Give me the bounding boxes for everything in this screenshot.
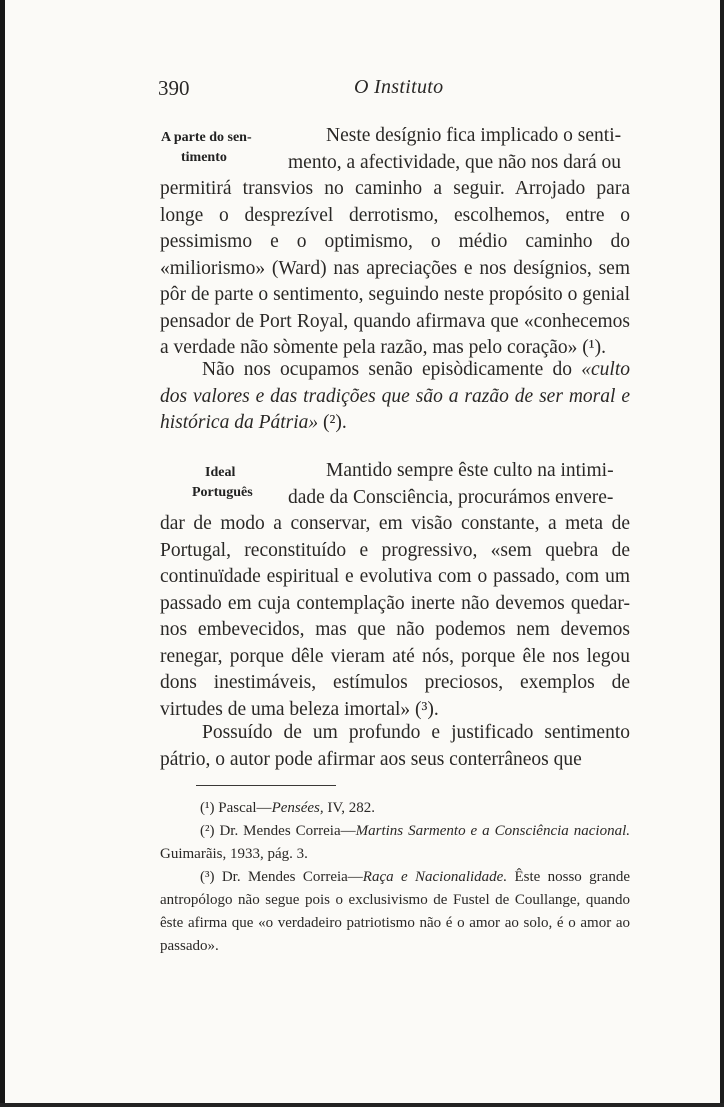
scan-border-bottom (0, 1103, 724, 1107)
footnote-2 (160, 820, 630, 866)
page-header (0, 76, 724, 106)
margin-note-line: Português (192, 485, 253, 500)
paragraph-text: Não nos ocupamos senão episòdicamente do (202, 359, 582, 380)
paragraph-text: dar de modo a conservar, em visão constante, a meta de Portugal, reconstituído e progressivo, «sem quebra de continuïdade espiritual e evolutiva com o passado, com um passado em cuja contemplação inerte não devemos quedar-nos embevecidos, mas que não podemos nem devemos renegar, porque dêle vieram até nós, porque êle nos legou dons inestimáveis, estímulos preciosos, exemplos de virtudes de uma beleza imortal» (³). (160, 513, 630, 720)
footnote-text: IV, 282. (323, 800, 376, 816)
footnote-3 (160, 866, 630, 958)
footnotes (160, 797, 630, 958)
paragraph-possuido (160, 720, 630, 773)
quoted-phrase: «culto dos valores e das tradições que são a razão de ser moral e histórica da Pátria» (160, 359, 630, 433)
paragraph-text: Possuído de um profundo e justificado sentimento pátrio, o autor pode afirmar aos seus conterrâneos que (160, 722, 630, 770)
paragraph-line: dade da Consciência, procurámos envere- (288, 486, 614, 508)
paragraph-culto (160, 357, 630, 437)
paragraph-line: Neste desígnio fica implicado o senti- (326, 125, 622, 146)
paragraph-text: permitirá transvios no caminho a seguir. Arrojado para longe o desprezível derrotismo, escolhemos, entre o pessimismo e o optimismo, o médio caminho do «miliorismo» (Ward) nas apreciações e nos desígnios, sem pôr de parte o sentimento, seguindo neste propósito o genial pensador de Port Royal, quando afirmava que «conhecemos a verdade não sòmente pela razão, mas pelo coração» (¹). (160, 178, 630, 358)
margin-note-line: timento (181, 150, 227, 165)
footnote-text: (³) Dr. Mendes Correia— (200, 869, 363, 885)
footnote-title: Raça e Nacionalidade. (362, 869, 508, 885)
footnote-1 (160, 797, 630, 820)
running-title: O Instituto (354, 76, 444, 98)
footnote-title: Pensées, (271, 800, 324, 816)
footnote-text: (²) Dr. Mendes Correia— (200, 823, 356, 839)
footnote-divider (196, 785, 336, 786)
scan-border-left (0, 0, 5, 1107)
footnote-text: Êste nosso grande antropólogo não segue pois o exclusivismo de Fustel de Coullange, quando êste afirma que «o verdadeiro patriotismo não é o amor ao solo, é o amor ao passado». (160, 869, 630, 954)
paragraph-line: mento, a afectividade, que não nos dará ou (288, 151, 621, 173)
footnote-ref: (²). (318, 412, 347, 433)
scan-border-right (720, 0, 724, 1107)
page-number: 390 (158, 76, 190, 100)
paragraph-line: Mantido sempre êste culto na intimi- (326, 460, 614, 481)
paragraph-sentimento (160, 123, 630, 362)
margin-note-line: A parte do sen- (161, 130, 252, 145)
footnote-text: (¹) Pascal— (200, 800, 272, 816)
footnote-text: Guimarãis, 1933, pág. 3. (160, 846, 308, 862)
margin-note-line: Ideal (205, 465, 236, 480)
paragraph-ideal (160, 458, 630, 723)
footnote-title: Martins Sarmento e a Consciência nacional. (355, 823, 630, 839)
